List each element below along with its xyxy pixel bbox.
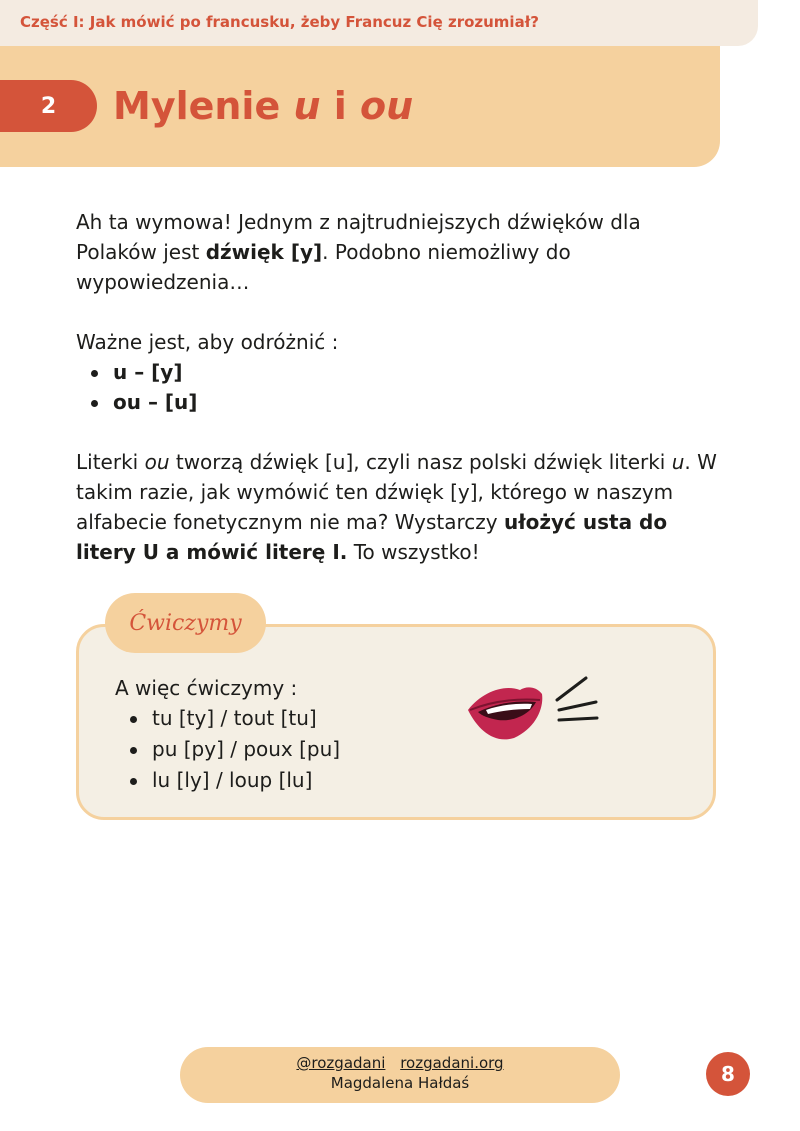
- chapter-title-part: Mylenie: [113, 84, 294, 128]
- list-item: ou – [u]: [76, 387, 726, 417]
- bold-run: dźwięk [y]: [205, 240, 323, 264]
- body-text: [76, 207, 726, 567]
- footer-links: [180, 1053, 620, 1073]
- distinguish-list: [76, 357, 726, 417]
- exercise-tab-label: Ćwiczymy: [129, 610, 242, 636]
- italic-run: u: [671, 450, 685, 474]
- part-header-band: [0, 0, 758, 46]
- text-run: tworzą dźwięk [u], czyli nasz polski dźwięk literki: [169, 450, 672, 474]
- text-run: . Podobno niemożliwy do wypowiedzenia…: [76, 240, 571, 294]
- italic-run: ou: [144, 450, 170, 474]
- explanation-paragraph: [76, 447, 726, 567]
- exercise-item: tu [ty] / tout [tu]: [115, 703, 340, 734]
- exercise-intro: A więc ćwiczymy :: [115, 676, 298, 700]
- intro-paragraph: [76, 207, 726, 297]
- website-link[interactable]: rozgadani.org: [400, 1054, 504, 1072]
- text-run: Ah ta wymowa! Jednym z najtrudniejszych dźwięków dla Polaków jest: [76, 210, 641, 264]
- chapter-title: [113, 84, 413, 128]
- chapter-title-u: u: [293, 84, 321, 128]
- list-item: u – [y]: [76, 357, 726, 387]
- exercise-item: lu [ly] / loup [lu]: [115, 765, 340, 796]
- mouth-icon: [464, 672, 604, 752]
- author-name: Magdalena Hałdaś: [330, 1074, 470, 1092]
- chapter-title-ou: ou: [360, 84, 414, 128]
- chapter-number-badge: 2: [0, 80, 97, 132]
- text-run: . W takim razie, jak wymówić ten dźwięk [y], którego w naszym alfabecie fonetycznym nie ma? Wystarczy: [76, 450, 717, 534]
- exercise-list: [115, 703, 340, 796]
- exercise-tab: [105, 593, 266, 653]
- footer: [180, 1047, 620, 1103]
- page-number: 8: [706, 1052, 750, 1096]
- chapter-title-part: i: [320, 84, 361, 128]
- exercise-item: pu [py] / poux [pu]: [115, 734, 340, 765]
- bold-run: ułożyć usta do litery U a mówić literę I.: [76, 510, 668, 564]
- text-run: To wszystko!: [347, 540, 480, 564]
- text-run: Literki: [76, 450, 145, 474]
- part-title: Część I: Jak mówić po francusku, żeby Francuz Cię zrozumiał?: [20, 13, 539, 31]
- distinguish-lead: Ważne jest, aby odróżnić :: [76, 330, 339, 354]
- social-handle-link[interactable]: @rozgadani: [296, 1054, 386, 1072]
